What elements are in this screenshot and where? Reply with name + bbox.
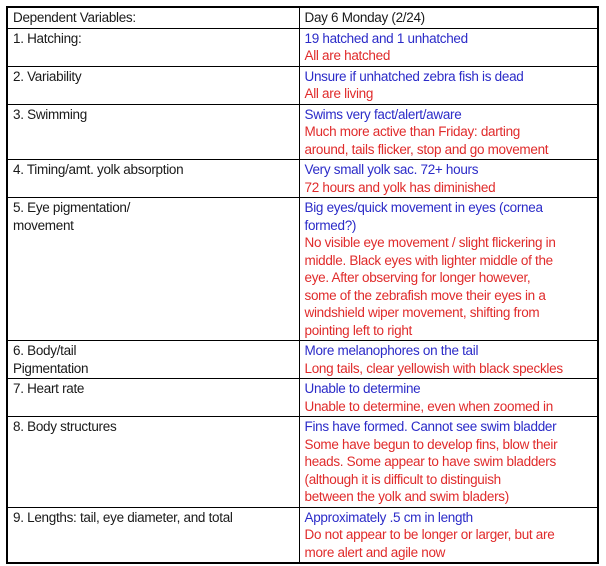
observation-cell	[299, 104, 598, 160]
observation-red-line: Some have begun to develop fins, blow their	[304, 436, 558, 452]
variable-label-line: 9. Lengths: tail, eye diameter, and total	[13, 509, 233, 525]
observation-red-line: pointing left to right	[304, 322, 412, 338]
observation-red-line: 72 hours and yolk has diminished	[304, 179, 496, 195]
observation-red-line: heads. Some appear to have swim bladders	[304, 454, 556, 469]
observation-red-line: windshield wiper movement, shifting from	[304, 305, 540, 320]
observation-blue-line: Unable to determine	[304, 381, 421, 396]
variable-label-cell	[7, 507, 299, 563]
observation-cell	[299, 198, 598, 341]
header-cell-dependent-variables	[7, 7, 299, 28]
variable-label-cell	[7, 417, 299, 508]
observation-blue-line: Approximately .5 cm in length	[304, 509, 473, 525]
observation-red-line: All are living	[304, 86, 374, 101]
header-label-left: Dependent Variables:	[13, 10, 136, 25]
observation-red-line: around, tails flicker, stop and go movement	[304, 141, 549, 157]
header-label-right: Day 6 Monday (2/24)	[304, 10, 425, 25]
variable-label-cell	[7, 66, 299, 104]
observation-red-line: between the yolk and swim bladers)	[304, 489, 509, 504]
observation-red-line: No visible eye movement / slight flickering in	[304, 235, 556, 250]
table-row	[7, 417, 598, 508]
observation-red-line: eye. After observing for longer however,	[304, 270, 531, 285]
observation-red-line: Do not appear to be longer or larger, but are	[304, 527, 555, 542]
table-row	[7, 507, 598, 563]
observation-red-line: more alert and agile now	[304, 544, 446, 560]
observation-cell	[299, 379, 598, 417]
observation-red-line: Much more active than Friday: darting	[304, 124, 521, 139]
variable-label-line: 8. Body structures	[13, 419, 117, 434]
observation-blue-line: More melanophores on the tail	[304, 343, 479, 358]
observation-red-line: All are hatched	[304, 48, 391, 63]
table-row	[7, 104, 598, 160]
observation-blue-line: Fins have formed. Cannot see swim bladder	[304, 419, 557, 434]
table-row	[7, 66, 598, 104]
observation-red-line: Unable to determine, even when zoomed in	[304, 398, 553, 414]
observation-red-line: some of the zebrafish move their eyes in a	[304, 287, 546, 303]
observation-blue-line: Swims very fact/alert/aware	[304, 106, 462, 122]
table-row	[7, 341, 598, 379]
variable-label-cell	[7, 160, 299, 198]
variable-label-cell	[7, 104, 299, 160]
header-cell-day	[299, 7, 598, 28]
variable-label-line: 6. Body/tail	[13, 343, 77, 358]
observation-cell	[299, 160, 598, 198]
variable-label-line: movement	[13, 217, 74, 233]
table-row	[7, 198, 598, 341]
table-row	[7, 160, 598, 198]
observation-cell	[299, 28, 598, 66]
variable-label-cell	[7, 28, 299, 66]
table-row	[7, 28, 598, 66]
variable-label-line: 5. Eye pigmentation/	[13, 200, 131, 215]
observation-cell	[299, 341, 598, 379]
header-row	[7, 7, 598, 28]
variable-label-line: 7. Heart rate	[13, 381, 85, 396]
observation-red-line: Long tails, clear yellowish with black speckles	[304, 360, 563, 376]
variable-label-cell	[7, 379, 299, 417]
variable-label-line: 4. Timing/amt. yolk absorption	[13, 162, 184, 177]
observation-cell	[299, 66, 598, 104]
observation-red-line: middle. Black eyes with lighter middle of the	[304, 252, 553, 268]
observation-blue-line: formed?)	[304, 217, 357, 233]
variable-label-cell	[7, 198, 299, 341]
variable-label-line: 1. Hatching:	[13, 30, 82, 46]
observation-table	[6, 6, 599, 564]
table-row	[7, 379, 598, 417]
observation-cell	[299, 507, 598, 563]
variable-label-cell	[7, 341, 299, 379]
observation-blue-line: Very small yolk sac. 72+ hours	[304, 162, 479, 177]
variable-label-line: 2. Variability	[13, 68, 82, 84]
variable-label-line: Pigmentation	[13, 360, 89, 376]
observation-cell	[299, 417, 598, 508]
observation-blue-line: 19 hatched and 1 unhatched	[304, 30, 468, 46]
observation-table-body	[7, 7, 598, 563]
observation-blue-line: Big eyes/quick movement in eyes (cornea	[304, 200, 543, 215]
variable-label-line: 3. Swimming	[13, 106, 87, 122]
observation-red-line: (although it is difficult to distinguish	[304, 471, 501, 487]
observation-blue-line: Unsure if unhatched zebra fish is dead	[304, 68, 524, 84]
